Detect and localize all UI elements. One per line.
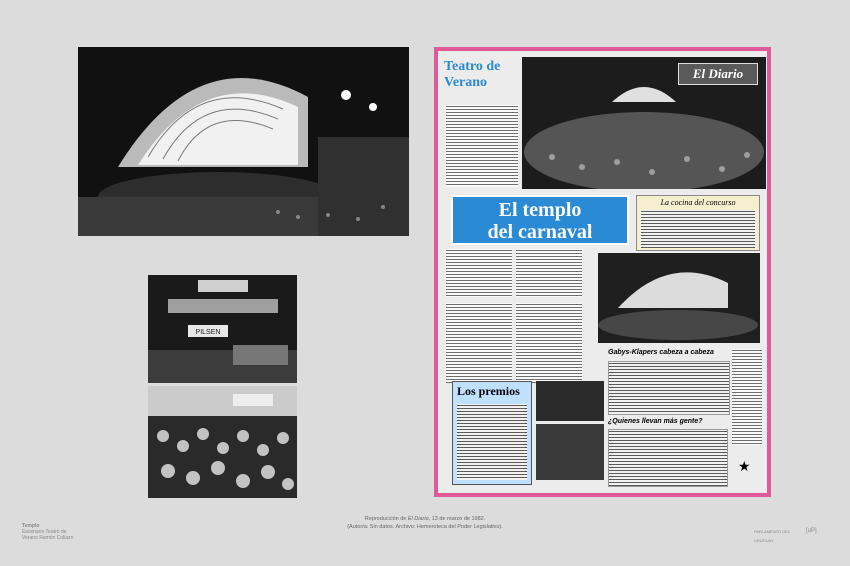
end-star: ★ (738, 458, 751, 474)
top-crowd-photo (522, 57, 766, 189)
theatre-photo-illustration (78, 47, 409, 236)
entrance-photo-illustration (148, 275, 297, 383)
kicker-line-2: Verano (444, 75, 488, 90)
body-col-3 (446, 303, 512, 383)
masthead-el-diario: El Diario (678, 63, 758, 85)
intro-text (446, 105, 518, 187)
body-col-2 (516, 249, 582, 297)
footer-sub-2: Verano Ramón Collazo (22, 535, 74, 541)
theatre-photo (78, 47, 409, 236)
cocina-box (636, 195, 760, 251)
headline-line-2: del carnaval (487, 221, 593, 243)
stage-photo-small-illustration (598, 253, 760, 343)
caption-line-2: (Autor/a: Sin datos. Archivo: Hemeroteca del Poder Legislativo). (347, 524, 503, 530)
small-crowd-photo (536, 424, 604, 480)
kicker-line-1: Teatro de (444, 59, 501, 74)
stage-photo-small (598, 253, 760, 343)
caption-line-1 (310, 515, 540, 523)
teatro-kicker (444, 59, 516, 101)
crowd-photo (148, 386, 297, 498)
body-col-4 (516, 303, 582, 383)
quienes-text (608, 429, 728, 487)
caption (310, 515, 540, 531)
parliament-logo (754, 527, 800, 543)
caption-prefix: Reproducción de (364, 516, 408, 522)
caption-italic: El Diario (407, 516, 429, 522)
cocina-title: La cocina del concurso (660, 198, 736, 207)
footer-sub-1: Escenario Teatro de (22, 529, 67, 535)
footer-label (22, 523, 73, 541)
premios-box (452, 381, 532, 485)
quienes-title: ¿Quienes llevan más gente? (608, 418, 703, 425)
gabys-title: Gabys-Klapers cabeza a cabeza (608, 349, 714, 356)
headline-box (451, 195, 629, 245)
premios-text (457, 404, 527, 480)
pilsen-sign-text: PILSEN (195, 329, 221, 336)
cocina-text (641, 210, 755, 248)
caption-suffix: , 13 de marzo de 1982. (428, 516, 486, 522)
sidebar-column (732, 349, 762, 445)
footer-title: Templo (22, 523, 40, 529)
newspaper-page (434, 47, 771, 497)
up-logo-text: [uP] (806, 528, 817, 534)
headline-line-1: El templo (498, 199, 582, 221)
entrance-photo (148, 275, 297, 383)
parliament-logo-text: PARLAMENTO DEL URUGUAY (754, 529, 790, 543)
premios-title: Los premios (457, 384, 520, 398)
body-col-1 (446, 249, 512, 297)
small-sign-photo (536, 381, 604, 421)
gabys-text (608, 361, 730, 415)
up-logo (806, 527, 834, 536)
crowd-photo-illustration (148, 386, 297, 498)
